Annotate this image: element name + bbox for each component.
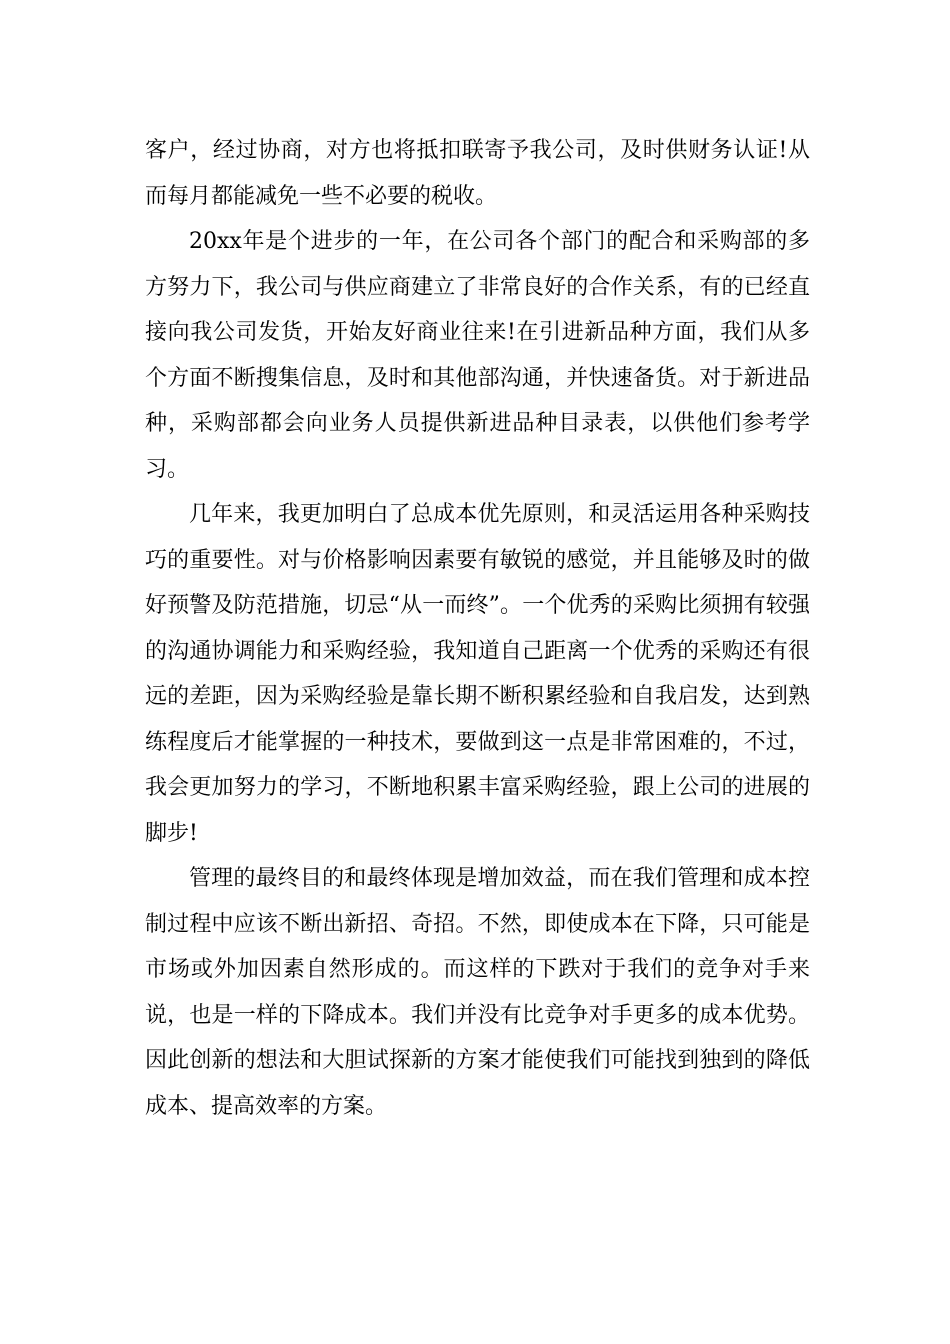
paragraph-cost-principle: 几年来，我更加明白了总成本优先原则，和灵活运用各种采购技巧的重要性。对与价格影响因素要有敏锐的感觉，并且能够及时的做好预警及防范措施，切忌“从一而终”。一个优秀的采购比须拥有较强的沟通协调能力和采购经验，我知道自己距离一个优秀的采购还有很远的差距，因为采购经验是靠长期不断积累经验和自我启发，达到熟练程度后才能掌握的一种技术，要做到这一点是非常困难的，不过，我会更加努力的学习，不断地积累丰富采购经验，跟上公司的进展的脚步! [145, 502, 810, 846]
paragraph-continuation: 客户，经过协商，对方也将抵扣联寄予我公司，及时供财务认证!从而每月都能减免一些不必要的税收。 [145, 138, 810, 209]
document-body [145, 128, 810, 1129]
paragraph-year-review: 20xx年是个进步的一年，在公司各个部门的配合和采购部的多方努力下，我公司与供应商建立了非常良好的合作关系，有的已经直接向我公司发货，开始友好商业往来!在引进新品种方面，我们从多个方面不断搜集信息，及时和其他部沟通，并快速备货。对于新进品种，采购部都会向业务人员提供新进品种目录表，以供他们参考学习。 [145, 229, 810, 482]
paragraph-management-innovation: 管理的最终目的和最终体现是增加效益，而在我们管理和成本控制过程中应该不断出新招、奇招。不然，即使成本在下降，只可能是市场或外加因素自然形成的。而这样的下跌对于我们的竞争对手来说，也是一样的下降成本。我们并没有比竞争对手更多的成本优势。因此创新的想法和大胆试探新的方案才能使我们可能找到独到的降低成本、提高效率的方案。 [145, 866, 810, 1119]
